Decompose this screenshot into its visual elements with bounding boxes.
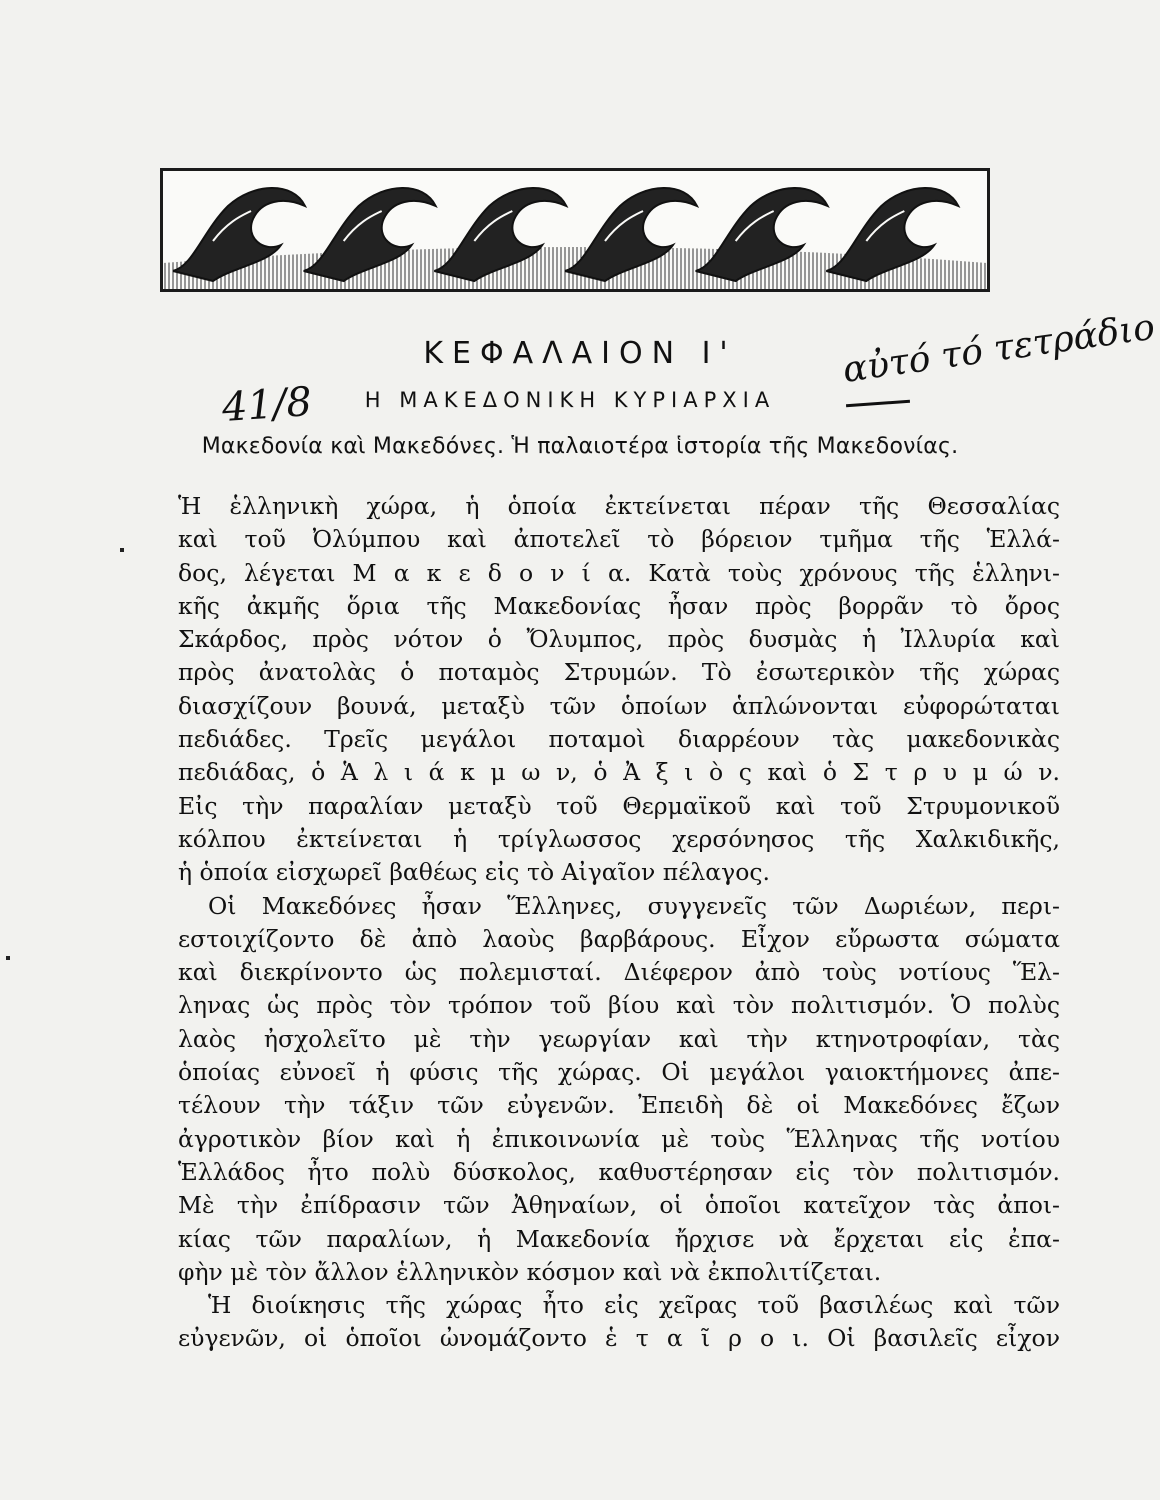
text-line: Σκάρδος, πρὸς νότον ὁ Ὄλυμπος, πρὸς δυσμὰς ἡ Ἰλλυρία καὶ [178,625,1060,654]
text-line: πρὸς ἀνατολὰς ὁ ποταμὸς Στρυμών. Τὸ ἐσωτερικὸν τῆς χώρας [178,658,1060,687]
wave-highlight [259,215,285,233]
text-line: καὶ διεκρίνοντο ὡς πολεμισταί. Διέφερον ἀπὸ τοὺς νοτίους Ἕλ- [178,958,1060,987]
chapter-heading: ΚΕΦΑΛΑΙΟΝ Ι' [423,336,737,371]
text-line: δος, λέγεται Μ α κ ε δ ο ν ί α. Κατὰ τοὺς χρόνους τῆς ἑλληνι- [178,558,1060,587]
text-line: Εἰς τὴν παραλίαν μεταξὺ τοῦ Θερμαϊκοῦ καὶ τοῦ Στρυμονικοῦ [178,791,1060,820]
text-line: τέλουν τὴν τάξιν τῶν εὐγενῶν. Ἐπειδὴ δὲ οἱ Μακεδόνες ἔζων [178,1091,1060,1120]
wave-highlight [912,215,938,233]
wave-ornament-banner [160,168,990,292]
text-line: πεδιάδες. Τρεῖς μεγάλοι ποταμοὶ διαρρέουν τὰς μακεδονικὰς [178,725,1060,754]
text-line: εὐγενῶν, οἱ ὁποῖοι ὠνομάζοντο ἑ τ α ῖ ρ ο ι. Οἱ βασιλεῖς εἶχον [178,1324,1060,1353]
handwritten-note: αὐτό τό τετράδιο [840,306,1158,391]
handwritten-number: 41/8 [220,378,314,432]
text-line: πεδιάδας, ὁ Ἁ λ ι ά κ μ ω ν, ὁ Ἀ ξ ι ὸ ς καὶ ὁ Σ τ ρ υ μ ώ ν. [178,758,1060,787]
text-line: φὴν μὲ τὸν ἄλλον ἑλληνικὸν κόσμον καὶ νὰ ἐκπολιτίζεται. [178,1257,882,1286]
text-line: κόλπου ἐκτείνεται ἡ τρίγλωσσος χερσόνησος τῆς Χαλκιδικῆς, [178,824,1060,853]
text-line: ὁποίας εὐνοεῖ ἡ φύσις τῆς χώρας. Οἱ μεγάλοι γαιοκτήμονες ἀπε- [178,1058,1060,1087]
chapter-title: Η ΜΑΚΕΔΟΝΙΚΗ ΚΥΡΙΑΡΧΙΑ [364,388,776,412]
text-line: Ἑλλάδος ἦτο πολὺ δύσκολος, καθυστέρησαν εἰς τὸν πολιτισμόν. [178,1157,1060,1186]
text-line: λαὸς ἠσχολεῖτο μὲ τὴν γεωργίαν καὶ τὴν κτηνοτροφίαν, τὰς [178,1024,1060,1053]
margin-speck [120,548,124,552]
text-line: Μὲ τὴν ἐπίδρασιν τῶν Ἀθηναίων, οἱ ὁποῖοι κατεῖχον τὰς ἀποι- [178,1191,1060,1220]
text-line: ἡ ὁποία εἰσχωρεῖ βαθέως εἰς τὸ Αἰγαῖον πέλαγος. [178,858,770,887]
text-line: εστοιχίζοντο δὲ ἀπὸ λαοὺς βαρβάρους. Εἶχον εὔρωστα σώματα [178,924,1060,953]
section-subtitle: Μακεδονία καὶ Μακεδόνες. Ἡ παλαιοτέρα ἱστορία τῆς Μακεδονίας. [201,434,959,459]
text-line: κῆς ἀκμῆς ὅρια τῆς Μακεδονίας ἦσαν πρὸς βορρᾶν τὸ ὄρος [178,591,1060,620]
text-line: διασχίζουν βουνά, μεταξὺ τῶν ὁποίων ἁπλώνονται εὐφορώταται [178,691,1060,720]
text-line: Ἡ διοίκησις τῆς χώρας ἦτο εἰς χεῖρας τοῦ βασιλέως καὶ τῶν [208,1291,1060,1320]
text-line: καὶ τοῦ Ὀλύμπου καὶ ἀποτελεῖ τὸ βόρειον τμῆμα τῆς Ἑλλά- [178,525,1060,554]
text-line: ἀγροτικὸν βίον καὶ ἡ ἐπικοινωνία μὲ τοὺς Ἕλληνας τῆς νοτίου [178,1124,1060,1153]
text-line: κίας τῶν παραλίων, ἡ Μακεδονία ἤρχισε νὰ ἔρχεται εἰς ἐπα- [178,1224,1060,1253]
wave-highlight [390,215,416,233]
body-text [178,490,1060,1356]
margin-speck [6,956,10,960]
wave-highlight [782,215,808,233]
text-line: ληνας ὡς πρὸς τὸν τρόπον τοῦ βίου καὶ τὸν πολιτισμόν. Ὁ πολὺς [178,991,1060,1020]
text-line: Ἡ ἑλληνικὴ χώρα, ἡ ὁποία ἐκτείνεται πέραν τῆς Θεσσαλίας [178,492,1060,520]
handwritten-underline [846,400,910,407]
text-line: Οἱ Μακεδόνες ἦσαν Ἕλληνες, συγγενεῖς τῶν Δωριέων, περι- [208,891,1060,920]
wave-highlight [651,215,677,233]
wave-ornament-graphic [163,171,987,289]
wave-highlight [520,215,546,233]
